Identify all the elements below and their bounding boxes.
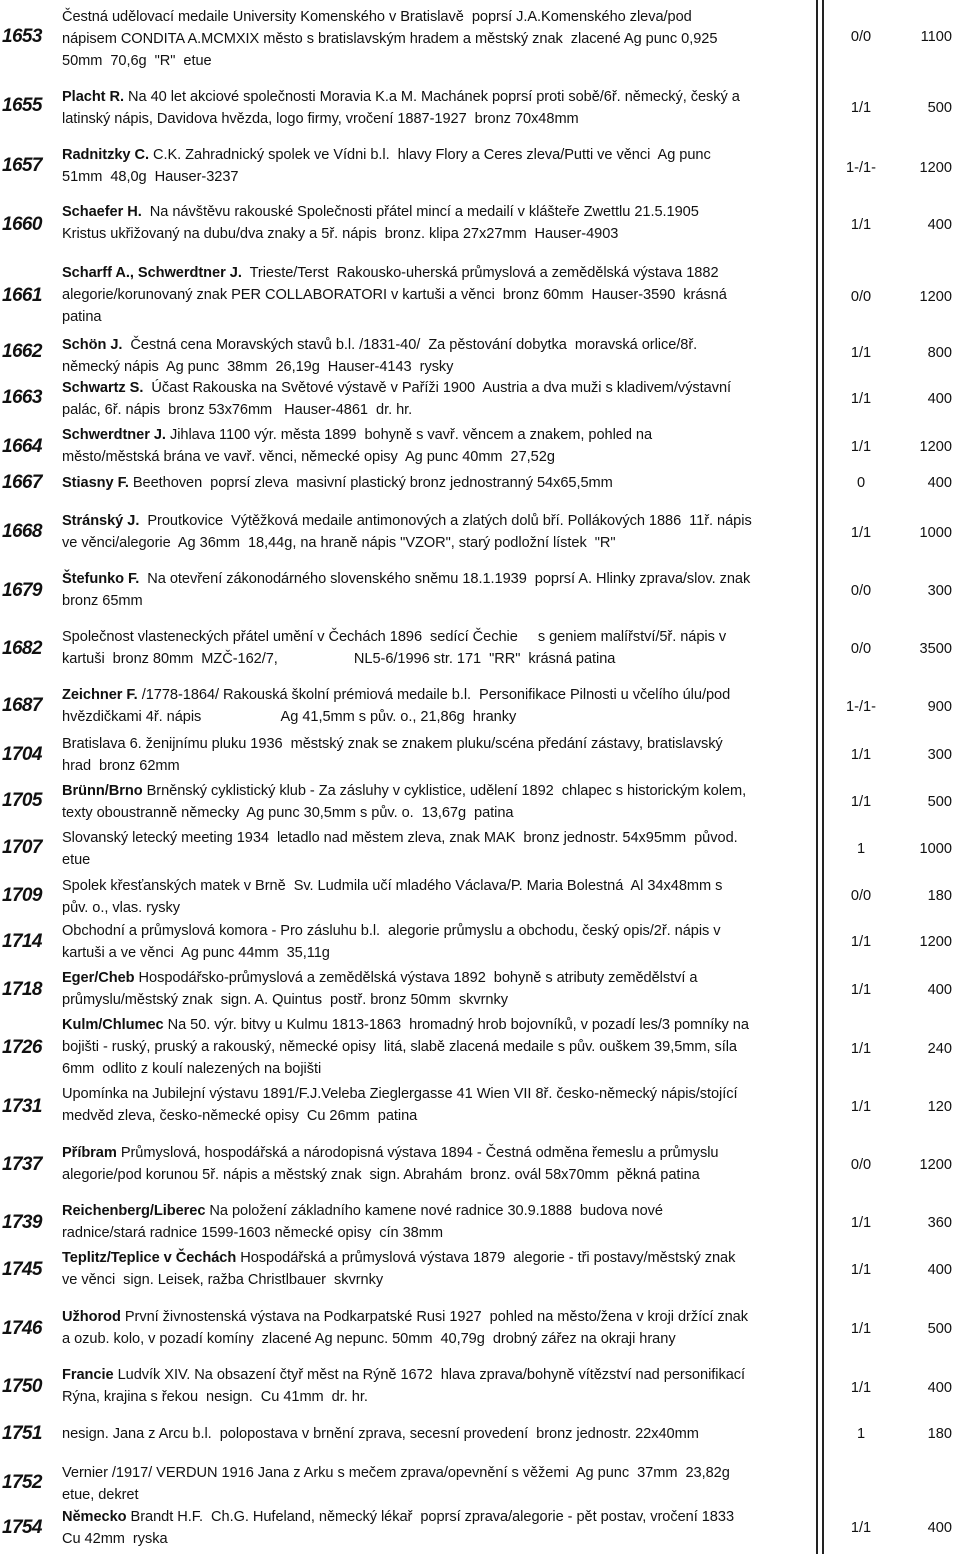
lot-number: 1726 <box>2 1037 42 1058</box>
lot-author: Německo <box>62 1509 127 1525</box>
description-text: nápisem CONDITA A.MCMXIX město s bratislavským hradem a městský znak zlacené Ag punc 0,925 <box>62 31 718 47</box>
description-line <box>62 780 817 802</box>
description-text: 50mm 70,6g "R" etue <box>62 53 212 69</box>
description-line <box>62 1386 817 1408</box>
description-text: Slovanský letecký meeting 1934 letadlo nad městem zleva, znak MAK bronz jednostr. 54x95mm původ. <box>62 830 738 846</box>
lot-number: 1662 <box>2 341 42 362</box>
lot-number: 1754 <box>2 1517 42 1538</box>
lot-description <box>62 424 817 468</box>
description-text: Spolek křesťanských matek v Brně Sv. Ludmila učí mladého Václava/P. Maria Bolestná Al 34x48mm s <box>62 878 723 894</box>
description-text: Upomínka na Jubilejní výstavu 1891/F.J.Veleba Zieglergasse 41 Wien VII 8ř. česko-německý nápis/stojící <box>62 1086 738 1102</box>
lot-price: 500 <box>927 1321 952 1337</box>
description-text: Brněnský cyklistický klub - Za zásluhy v cyklistice, udělení 1892 chlapec s historickým kolem, <box>142 783 747 799</box>
description-text: patina <box>62 309 102 325</box>
description-line <box>62 733 817 755</box>
lot-description <box>62 1423 817 1445</box>
column-divider-right <box>822 0 824 1554</box>
description-line <box>62 1269 817 1291</box>
lot-description <box>62 568 817 612</box>
lot-number: 1664 <box>2 436 42 457</box>
lot-description <box>62 780 817 824</box>
description-line <box>62 684 817 706</box>
lot-number: 1655 <box>2 95 42 116</box>
description-text: průmyslu/městský znak sign. A. Quintus postř. bronz 50mm skvrnky <box>62 992 508 1008</box>
lot-description <box>62 1200 817 1244</box>
description-text: Hospodářská a průmyslová výstava 1879 alegorie - tři postavy/městský znak <box>236 1250 736 1266</box>
description-text: C.K. Zahradnický spolek ve Vídni b.l. hlavy Flory a Ceres zleva/Putti ve věnci Ag punc <box>148 147 711 163</box>
description-text: 6mm odlito z koulí nalezených na bojišti <box>62 1061 322 1077</box>
description-text: Cu 42mm ryska <box>62 1531 168 1547</box>
lot-description <box>62 626 817 670</box>
description-text: bojišti - ruský, pruský a rakouský, německé opisy litá, slabě zlacená medaile s pův. ouškem 39,5mm, síla <box>62 1039 737 1055</box>
lot-condition: 1/1 <box>850 391 872 407</box>
lot-number: 1709 <box>2 885 42 906</box>
lot-description <box>62 1247 817 1291</box>
description-line <box>62 1164 817 1186</box>
lot-author: Schön J. <box>62 337 123 353</box>
lot-number: 1745 <box>2 1259 42 1280</box>
description-text: První živnostenská výstava na Podkarpatské Rusi 1927 pohled na město/žena v kroji držící znak <box>120 1309 748 1325</box>
lot-condition: 1/1 <box>850 1380 872 1396</box>
lot-price: 400 <box>927 475 952 491</box>
description-line <box>62 86 817 108</box>
lot-description <box>62 1083 817 1127</box>
lot-number: 1661 <box>2 285 42 306</box>
description-line <box>62 1200 817 1222</box>
lot-price: 180 <box>927 888 952 904</box>
lot-number: 1679 <box>2 580 42 601</box>
lot-description <box>62 201 817 245</box>
lot-author: Štefunko F. <box>62 571 140 587</box>
lot-author: Brünn/Brno <box>62 783 143 799</box>
lot-condition: 0/0 <box>850 641 872 657</box>
description-text: 51mm 48,0g Hauser-3237 <box>62 169 239 185</box>
description-line <box>62 166 817 188</box>
description-line <box>62 446 817 468</box>
description-line <box>62 648 817 670</box>
lot-author: Stiasny F. <box>62 475 129 491</box>
description-line <box>62 510 817 532</box>
description-line <box>62 626 817 648</box>
lot-price: 1100 <box>920 29 952 45</box>
description-text: Čestná udělovací medaile University Komenského v Bratislavě poprsí J.A.Komenského zleva/pod <box>62 9 692 25</box>
description-text: ve věnci/alegorie Ag 36mm 18,44g, na hraně nápis "VZOR", starý podložní lístek "R" <box>62 535 616 551</box>
lot-description <box>62 733 817 777</box>
description-text: latinský nápis, Davidova hvězda, logo firmy, vročení 1887-1927 bronz 70x48mm <box>62 111 579 127</box>
description-line <box>62 1058 817 1080</box>
lot-condition: 0/0 <box>850 583 872 599</box>
lot-description <box>62 262 817 328</box>
description-line <box>62 849 817 871</box>
lot-price: 900 <box>927 699 952 715</box>
lot-condition: 0 <box>856 475 866 491</box>
lot-number: 1737 <box>2 1154 42 1175</box>
description-text: Proutkovice Výtěžková medaile antimonových a zlatých dolů bří. Pollákových 1886 11ř. nápis <box>139 513 752 529</box>
lot-description <box>62 472 817 494</box>
description-line <box>62 1105 817 1127</box>
lot-author: Schwartz S. <box>62 380 144 396</box>
description-text: bronz 65mm <box>62 593 143 609</box>
description-line <box>62 1036 817 1058</box>
description-line <box>62 201 817 223</box>
description-line <box>62 920 817 942</box>
description-line <box>62 1423 817 1445</box>
lot-author: Zeichner F. <box>62 687 138 703</box>
description-text: Kristus ukřižovaný na dubu/dva znaky a 5ř. nápis bronz. klipa 27x27mm Hauser-4903 <box>62 226 619 242</box>
lot-description <box>62 510 817 554</box>
description-line <box>62 967 817 989</box>
description-line <box>62 1506 817 1528</box>
lot-condition: 1-/1- <box>845 160 876 176</box>
description-line <box>62 755 817 777</box>
lot-description <box>62 6 817 72</box>
description-line <box>62 1306 817 1328</box>
lot-condition: 0/0 <box>850 29 872 45</box>
description-line <box>62 1528 817 1550</box>
description-line <box>62 1083 817 1105</box>
lot-price: 400 <box>927 217 952 233</box>
lot-price: 800 <box>927 345 952 361</box>
lot-author: Placht R. <box>62 89 124 105</box>
description-text: Společnost vlasteneckých přátel umění v Čechách 1896 sedící Čechie s geniem malířství/5ř. nápis v <box>62 629 727 645</box>
description-text: Na návštěvu rakouské Společnosti přátel mincí a medailí v klášteře Zwettlu 21.5.1905 <box>141 204 699 220</box>
lot-number: 1731 <box>2 1096 42 1117</box>
description-line <box>62 942 817 964</box>
description-text: hrad bronz 62mm <box>62 758 180 774</box>
description-text: hvězdičkami 4ř. nápis Ag 41,5mm s pův. o., 21,86g hranky <box>62 709 517 725</box>
lot-author: Teplitz/Teplice v Čechách <box>62 1250 237 1266</box>
lot-condition: 1/1 <box>850 1262 872 1278</box>
lot-condition: 1/1 <box>850 217 872 233</box>
lot-condition: 0/0 <box>850 888 872 904</box>
lot-number: 1750 <box>2 1376 42 1397</box>
description-text: radnice/stará radnice 1599-1603 německé opisy cín 38mm <box>62 1225 443 1241</box>
lot-author: Stránský J. <box>62 513 140 529</box>
description-text: texty oboustranně německy Ag punc 30,5mm s pův. o. 13,67g patina <box>62 805 514 821</box>
lot-condition: 1/1 <box>850 934 872 950</box>
lot-number: 1714 <box>2 931 42 952</box>
lot-description <box>62 1462 817 1506</box>
lot-price: 400 <box>927 1520 952 1536</box>
lot-condition: 1/1 <box>850 1520 872 1536</box>
lot-condition: 1-/1- <box>845 699 876 715</box>
description-line <box>62 144 817 166</box>
lot-condition: 1/1 <box>850 747 872 763</box>
description-text: Jihlava 1100 výr. města 1899 bohyně s vavř. věncem a znakem, pohled na <box>165 427 653 443</box>
lot-price: 360 <box>927 1215 952 1231</box>
description-text: /1778-1864/ Rakouská školní prémiová medaile b.l. Personifikace Pilnosti u včelího úlu/pod <box>137 687 731 703</box>
lot-number: 1668 <box>2 521 42 542</box>
lot-author: Reichenberg/Liberec <box>62 1203 206 1219</box>
lot-price: 1200 <box>919 439 952 455</box>
lot-description <box>62 827 817 871</box>
description-line <box>62 306 817 328</box>
description-line <box>62 827 817 849</box>
lot-author: Scharff A., Schwerdtner J. <box>62 265 242 281</box>
lot-price: 500 <box>927 794 952 810</box>
description-line <box>62 1328 817 1350</box>
lot-number: 1653 <box>2 26 42 47</box>
description-text: nesign. Jana z Arcu b.l. polopostava v brnění zprava, secesní provedení bronz jednostr. 22x40mm <box>62 1426 699 1442</box>
lot-condition: 1/1 <box>850 100 872 116</box>
lot-description <box>62 86 817 130</box>
description-text: ve věnci sign. Leisek, ražba Christlbauer skvrnky <box>62 1272 384 1288</box>
description-line <box>62 1247 817 1269</box>
lot-number: 1705 <box>2 790 42 811</box>
lot-author: Eger/Cheb <box>62 970 135 986</box>
description-line <box>62 706 817 728</box>
lot-description <box>62 1506 817 1550</box>
lot-price: 1200 <box>919 934 952 950</box>
lot-condition: 1/1 <box>850 1215 872 1231</box>
lot-description <box>62 920 817 964</box>
lot-price: 3500 <box>919 641 952 657</box>
lot-condition: 1/1 <box>850 1321 872 1337</box>
lot-condition: 1/1 <box>850 345 872 361</box>
lot-number: 1660 <box>2 214 42 235</box>
lot-condition: 1/1 <box>850 794 872 810</box>
lot-description <box>62 1306 817 1350</box>
description-text: Bratislava 6. ženijnímu pluku 1936 městský znak se znakem pluku/scéna předání zástavy, bratislavský <box>62 736 723 752</box>
lot-description <box>62 377 817 421</box>
description-text: Čestná cena Moravských stavů b.l. /1831-40/ Za pěstování dobytka moravská orlice/8ř. <box>122 337 698 353</box>
lot-author: Radnitzky C. <box>62 147 149 163</box>
description-text: alegorie/pod korunou 5ř. nápis a městský znak sign. Abrahám bronz. ovál 58x70mm pěkná patina <box>62 1167 700 1183</box>
description-line <box>62 223 817 245</box>
description-line <box>62 1222 817 1244</box>
lot-condition: 1/1 <box>850 525 872 541</box>
description-text: Na otevření zákonodárného slovenského sněmu 18.1.1939 poprsí A. Hlinky zpravа/slov. znak <box>139 571 751 587</box>
description-line <box>62 1484 817 1506</box>
description-line <box>62 6 817 28</box>
description-text: etue <box>62 852 91 868</box>
lot-price: 500 <box>927 100 952 116</box>
description-text: Trieste/Terst Rakousko-uherská průmyslová a zemědělská výstava 1882 <box>241 265 719 281</box>
lot-price: 400 <box>927 1262 952 1278</box>
lot-author: Schaefer H. <box>62 204 142 220</box>
description-text: město/městská brána ve vavř. věnci, německé opisy Ag punc 40mm 27,52g <box>62 449 555 465</box>
lot-price: 120 <box>927 1099 952 1115</box>
lot-number: 1704 <box>2 744 42 765</box>
lot-number: 1657 <box>2 155 42 176</box>
description-line <box>62 424 817 446</box>
lot-number: 1687 <box>2 695 42 716</box>
description-text: Beethoven poprsí zleva masivní plastický bronz jednostranný 54x65,5mm <box>128 475 613 491</box>
lot-description <box>62 684 817 728</box>
lot-description <box>62 334 817 378</box>
description-text: Ludvík XIV. Na obsazení čtyř měst na Rýně 1672 hlava zprava/bohyně vítězství nad personifikací <box>113 1367 746 1383</box>
description-line <box>62 334 817 356</box>
lot-author: Kulm/Chlumec <box>62 1017 164 1033</box>
lot-condition: 1 <box>856 841 866 857</box>
description-line <box>62 377 817 399</box>
lot-description <box>62 1142 817 1186</box>
description-text: Na 40 let akciové společnosti Moravia K.a M. Machánek poprsí proti sobě/6ř. německý, český a <box>124 89 740 105</box>
description-line <box>62 50 817 72</box>
lot-author: Příbram <box>62 1145 117 1161</box>
description-line <box>62 568 817 590</box>
lot-price: 1000 <box>919 841 952 857</box>
description-line <box>62 802 817 824</box>
description-text: pův. o., vlas. rysky <box>62 900 180 916</box>
lot-number: 1746 <box>2 1318 42 1339</box>
lot-condition: 1/1 <box>850 982 872 998</box>
lot-price: 180 <box>927 1426 952 1442</box>
description-text: Účast Rakouska na Světové výstavě v Paříži 1900 Austria a dva muži s kladivem/výstavní <box>143 380 732 396</box>
description-text: Průmyslová, hospodářská a národopisná výstava 1894 - Čestná odměna řemeslu a průmyslu <box>116 1145 719 1161</box>
lot-condition: 1/1 <box>850 1041 872 1057</box>
description-line <box>62 356 817 378</box>
description-line <box>62 532 817 554</box>
lot-price: 400 <box>927 391 952 407</box>
lot-number: 1682 <box>2 638 42 659</box>
lot-condition: 1 <box>856 1426 866 1442</box>
lot-price: 240 <box>927 1041 952 1057</box>
description-line <box>62 472 817 494</box>
description-line <box>62 262 817 284</box>
lot-price: 1200 <box>919 160 952 176</box>
description-line <box>62 875 817 897</box>
description-line <box>62 1142 817 1164</box>
lot-number: 1752 <box>2 1472 42 1493</box>
lot-number: 1707 <box>2 837 42 858</box>
description-text: etue, dekret <box>62 1487 139 1503</box>
description-text: kartuši bronz 80mm MZČ-162/7, NL5-6/1996 str. 171 "RR" krásná patina <box>62 651 616 667</box>
lot-description <box>62 967 817 1011</box>
lot-number: 1718 <box>2 979 42 1000</box>
lot-author: Francie <box>62 1367 114 1383</box>
lot-number: 1663 <box>2 387 42 408</box>
description-text: Vernier /1917/ VERDUN 1916 Jana z Arku s mečem zprava/opevnění s věžemi Ag punc 37mm 23,82g <box>62 1465 730 1481</box>
lot-condition: 1/1 <box>850 1099 872 1115</box>
lot-price: 1000 <box>919 525 952 541</box>
description-text: alegorie/korunovaný znak PER COLLABORATORI v kartuši a věnci bronz 60mm Hauser-3590 krásná <box>62 287 727 303</box>
description-text: Brandt H.F. Ch.G. Hufeland, německý lékař poprsí zprava/alegorie - pět postav, vročení 1833 <box>126 1509 735 1525</box>
description-text: Rýna, krajina s řekou nesign. Cu 41mm dr. hr. <box>62 1389 368 1405</box>
lot-price: 300 <box>927 747 952 763</box>
description-text: medvěd zleva, česko-německé opisy Cu 26mm patina <box>62 1108 418 1124</box>
description-text: palác, 6ř. nápis bronz 53x76mm Hauser-4861 dr. hr. <box>62 402 413 418</box>
description-line <box>62 989 817 1011</box>
description-line <box>62 897 817 919</box>
description-line <box>62 590 817 612</box>
description-text: kartuši a ve věnci Ag punc 44mm 35,11g <box>62 945 330 961</box>
description-text: německý nápis Ag punc 38mm 26,19g Hauser-4143 rysky <box>62 359 454 375</box>
lot-price: 1200 <box>919 1157 952 1173</box>
lot-description <box>62 144 817 188</box>
description-text: a ozub. kolo, v pozadí komíny zlacené Ag nepunc. 50mm 40,79g drobný zářez na okraji hrany <box>62 1331 676 1347</box>
lot-author: Schwerdtner J. <box>62 427 166 443</box>
description-text: Obchodní a průmyslová komora - Pro zásluhu b.l. alegorie průmyslu a obchodu, český opis/2ř. nápis v <box>62 923 721 939</box>
description-text: Hospodářsko-průmyslová a zemědělská výstava 1892 bohyně s atributy zemědělství a <box>134 970 698 986</box>
lot-condition: 1/1 <box>850 439 872 455</box>
description-line <box>62 399 817 421</box>
lot-price: 1200 <box>919 289 952 305</box>
lot-author: Užhorod <box>62 1309 121 1325</box>
lot-price: 300 <box>927 583 952 599</box>
lot-price: 400 <box>927 1380 952 1396</box>
lot-number: 1739 <box>2 1212 42 1233</box>
lot-number: 1751 <box>2 1423 42 1444</box>
lot-condition: 0/0 <box>850 289 872 305</box>
lot-description <box>62 1014 817 1080</box>
description-line <box>62 108 817 130</box>
lot-price: 400 <box>927 982 952 998</box>
description-line <box>62 1014 817 1036</box>
lot-number: 1667 <box>2 472 42 493</box>
lot-description <box>62 1364 817 1408</box>
description-line <box>62 28 817 50</box>
description-line <box>62 1462 817 1484</box>
lot-condition: 0/0 <box>850 1157 872 1173</box>
description-line <box>62 284 817 306</box>
lot-description <box>62 875 817 919</box>
description-text: Na 50. výr. bitvy u Kulmu 1813-1863 hromadný hrob bojovníků, v pozadí les/3 pomníky na <box>163 1017 749 1033</box>
description-text: Na položení základního kamene nové radnice 30.9.1888 budova nové <box>205 1203 663 1219</box>
description-line <box>62 1364 817 1386</box>
